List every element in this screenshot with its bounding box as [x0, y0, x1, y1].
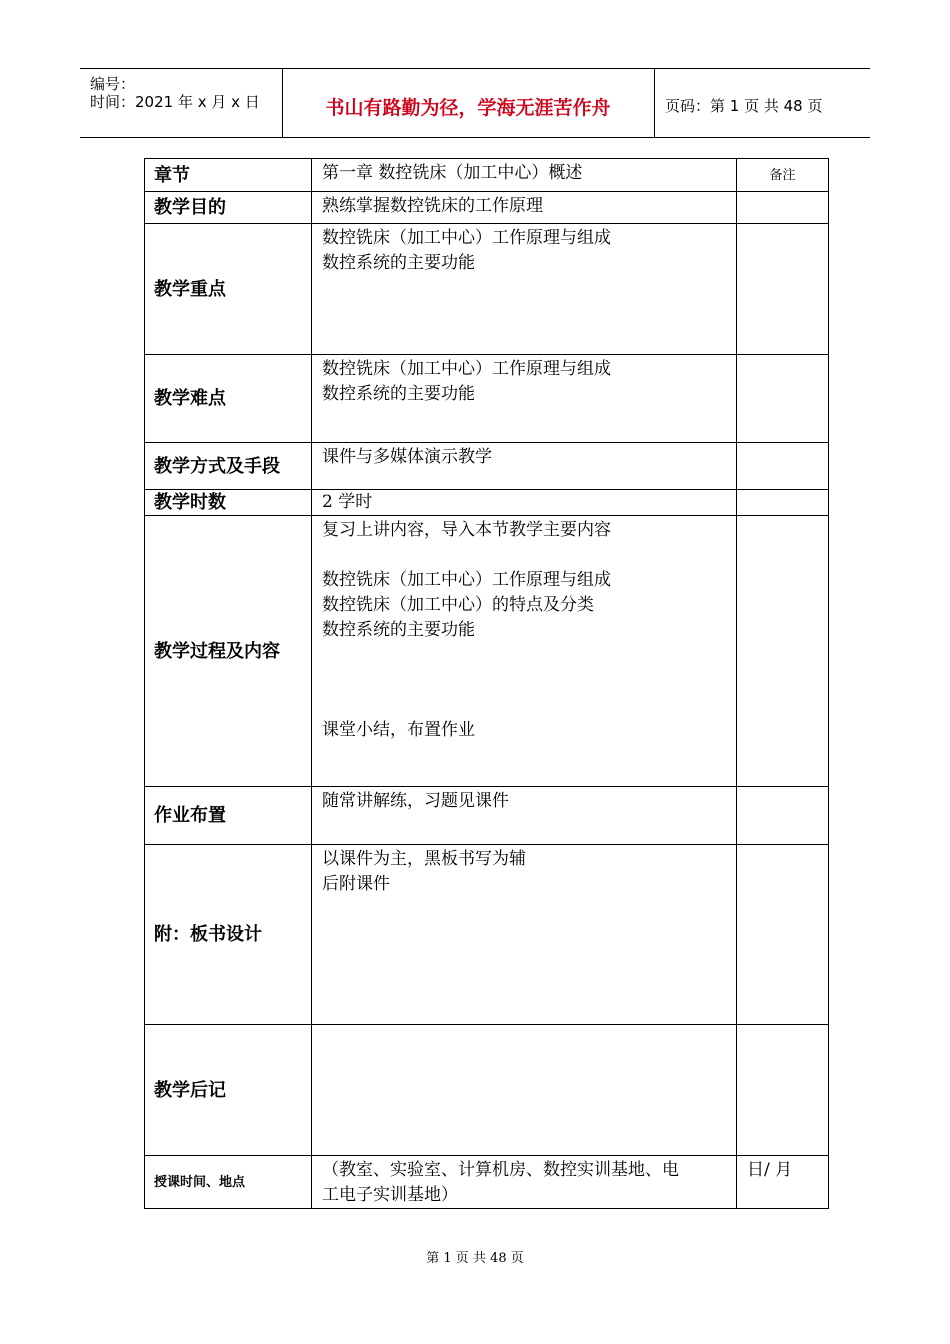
content-line: 随常讲解练，习题见课件 — [322, 791, 509, 811]
table-row — [145, 355, 829, 443]
remark-cell — [737, 224, 829, 355]
row-content-venue — [312, 1156, 737, 1209]
remark-cell — [737, 516, 829, 787]
row-label-process: 教学过程及内容 — [145, 516, 312, 787]
row-label-postscript: 教学后记 — [145, 1025, 312, 1156]
row-content-board — [312, 845, 737, 1025]
table-row — [145, 490, 829, 516]
content-line: 课件与多媒体演示教学 — [322, 447, 492, 467]
content-line: 课堂小结，布置作业 — [322, 720, 475, 740]
content-line: 熟练掌握数控铣床的工作原理 — [322, 196, 543, 216]
content-line: 数控系统的主要功能 — [322, 384, 475, 404]
page-info: 页码：第 1 页 共 48 页 — [665, 97, 823, 115]
content-line: 第一章 数控铣床（加工中心）概述 — [322, 163, 583, 183]
row-content-methods — [312, 443, 737, 490]
row-label-difficulties: 教学难点 — [145, 355, 312, 443]
table-row — [145, 516, 829, 787]
row-content-homework — [312, 787, 737, 845]
table-row — [145, 1025, 829, 1156]
table-row — [145, 159, 829, 192]
motto: 书山有路勤为径，学海无涯苦作舟 — [325, 97, 611, 119]
remark-cell — [737, 787, 829, 845]
row-label-venue: 授课时间、地点 — [145, 1156, 312, 1209]
header-motto-cell — [282, 69, 655, 137]
row-content-key-points — [312, 224, 737, 355]
content-line: 以课件为主，黑板书写为辅 — [322, 849, 526, 869]
header-meta-cell — [80, 69, 283, 137]
row-label-homework: 作业布置 — [145, 787, 312, 845]
table-row — [145, 224, 829, 355]
lesson-plan-table — [144, 158, 829, 1209]
content-line: 数控铣床（加工中心）工作原理与组成 — [322, 359, 611, 379]
remark-cell — [737, 1025, 829, 1156]
remark-cell — [737, 355, 829, 443]
remark-header: 备注 — [737, 159, 829, 192]
content-line: 后附课件 — [322, 874, 390, 894]
row-content-objective — [312, 192, 737, 224]
table-row — [145, 845, 829, 1025]
remark-cell — [737, 192, 829, 224]
row-label-chapter: 章节 — [145, 159, 312, 192]
table-row — [145, 1156, 829, 1209]
serial-label: 编号： — [90, 75, 136, 93]
remark-cell — [737, 845, 829, 1025]
remark-cell — [737, 490, 829, 516]
content-line: 工电子实训基地） — [322, 1185, 458, 1205]
content-line: 复习上讲内容，导入本节教学主要内容 — [322, 520, 611, 540]
row-label-objective: 教学目的 — [145, 192, 312, 224]
row-label-board: 附：板书设计 — [145, 845, 312, 1025]
table-row — [145, 787, 829, 845]
row-content-process — [312, 516, 737, 787]
content-line: 数控铣床（加工中心）工作原理与组成 — [322, 228, 611, 248]
table-row — [145, 192, 829, 224]
header-page-cell — [655, 69, 870, 137]
row-content-postscript — [312, 1025, 737, 1156]
row-label-key-points: 教学重点 — [145, 224, 312, 355]
content-line: （教室、实验室、计算机房、数控实训基地、电 — [322, 1160, 679, 1180]
table-row — [145, 443, 829, 490]
content-line: 数控系统的主要功能 — [322, 253, 475, 273]
date-month-cell: 日/ 月 — [737, 1156, 829, 1209]
row-label-methods: 教学方式及手段 — [145, 443, 312, 490]
row-content-hours — [312, 490, 737, 516]
content-line: 2 学时 — [322, 492, 373, 512]
content-line: 数控系统的主要功能 — [322, 620, 475, 640]
remark-cell — [737, 443, 829, 490]
time-label: 时间：2021 年 x 月 x 日 — [90, 93, 260, 111]
page-footer: 第 1 页 共 48 页 — [426, 1251, 524, 1266]
content-line: 数控铣床（加工中心）的特点及分类 — [322, 595, 594, 615]
content-line: 数控铣床（加工中心）工作原理与组成 — [322, 570, 611, 590]
row-label-hours: 教学时数 — [145, 490, 312, 516]
row-content-difficulties — [312, 355, 737, 443]
page-header — [80, 68, 870, 138]
row-content-chapter — [312, 159, 737, 192]
